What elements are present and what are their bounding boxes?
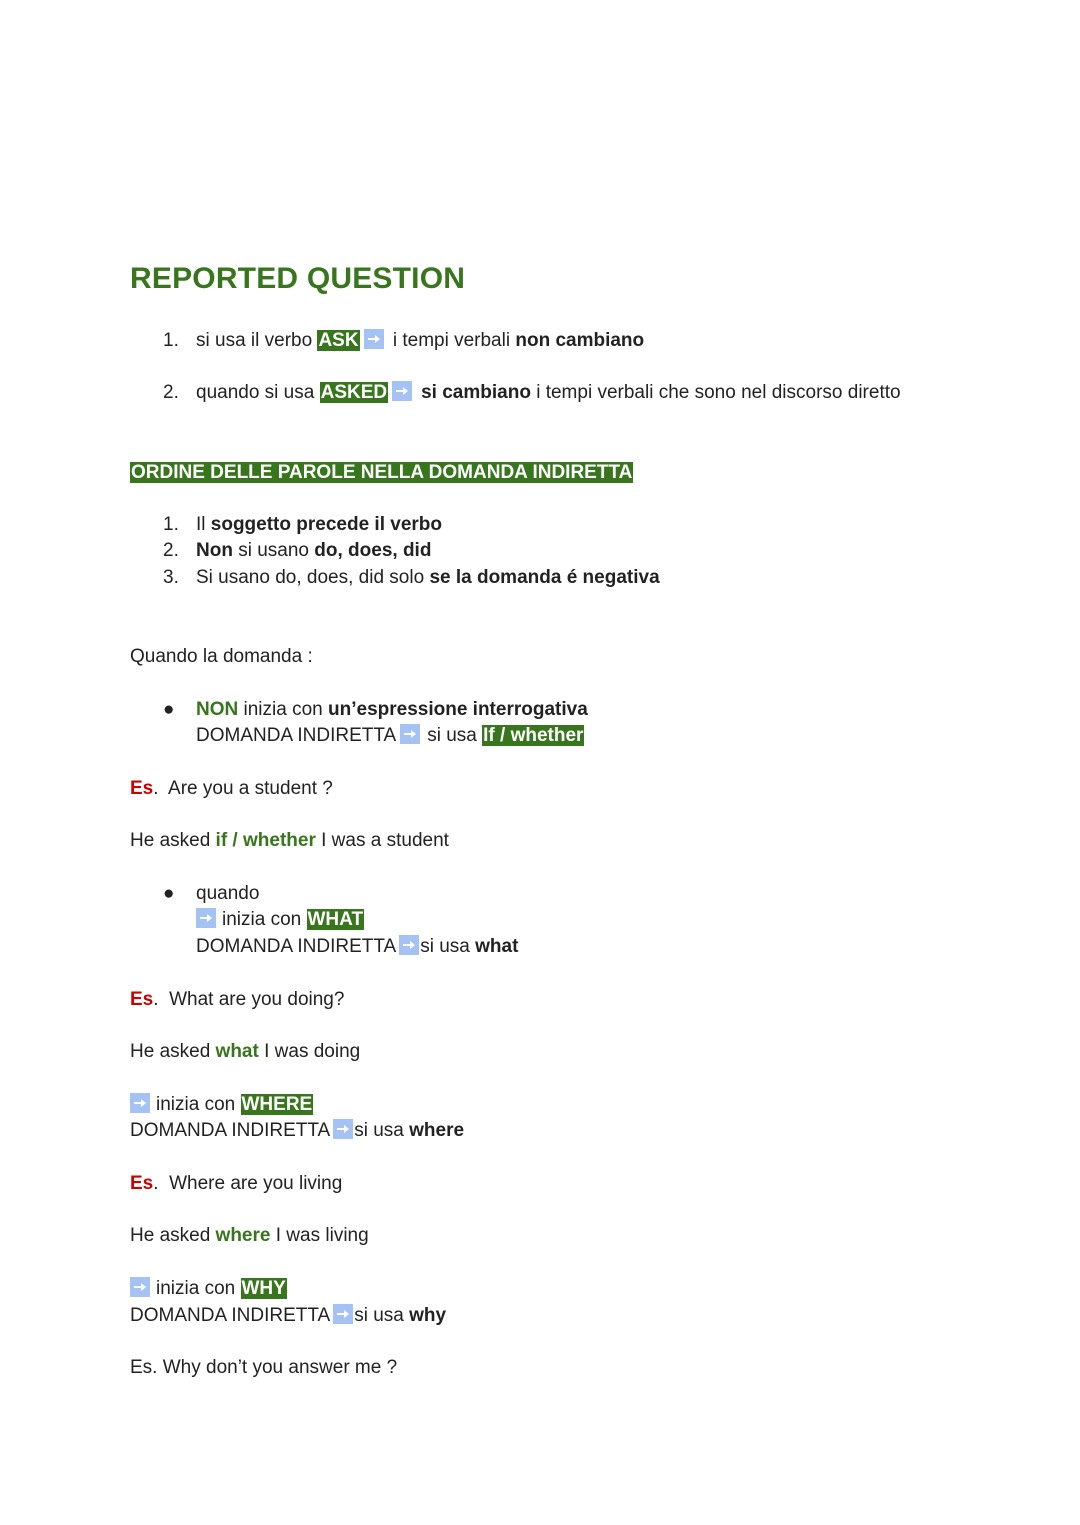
case1-line1 [163,698,588,722]
answer-text: I was a student [315,830,449,851]
list-number: 1. [163,514,179,535]
case3-line2 [130,1119,464,1143]
order-item-2 [163,539,431,563]
case-text: si usa [354,1305,410,1326]
answer-text: I was living [270,1225,369,1246]
arrow-right-icon [400,724,420,744]
bullet-icon: ● [163,699,175,720]
example-question: Where are you living [169,1173,343,1194]
case2-line2 [196,908,364,932]
highlight-what: WHAT [307,909,364,930]
case4-line2 [130,1304,446,1328]
case-text: si usa [420,936,476,957]
case2-line3 [196,935,518,959]
case-text: DOMANDA INDIRETTA [196,936,397,957]
answer-1 [130,829,449,853]
example-dot: . [153,1173,159,1194]
example-1 [130,777,333,801]
arrow-right-icon [399,935,419,955]
example-question: Are you a student ? [168,778,333,799]
case-bold-text: what [475,936,519,957]
highlight-asked: ASKED [320,382,388,403]
arrow-right-icon [196,908,216,928]
example-2 [130,988,344,1012]
es-label: Es [130,778,154,799]
list-number: 2. [163,540,179,561]
case4-line1 [130,1277,287,1301]
arrow-right-icon [333,1119,353,1139]
es-label: Es [130,989,154,1010]
answer-text: He asked [130,1041,216,1062]
list-number: 1. [163,330,179,351]
order-bold-text: se la domanda é negativa [429,567,660,588]
bullet-icon: ● [163,883,175,904]
rule-item-1 [163,329,644,353]
order-bold-text: Non [196,540,233,561]
order-item-1 [163,513,442,537]
example-3 [130,1172,342,1196]
case1-line2 [196,724,584,748]
arrow-right-icon [333,1304,353,1324]
page-title: REPORTED QUESTION [130,262,466,295]
case-bold-text: where [409,1120,465,1141]
case-text: si usa [354,1120,410,1141]
highlight-ask: ASK [318,330,359,351]
highlight-where: WHERE [241,1094,313,1115]
rule-bold-text: si cambiano [421,382,531,403]
rule-text: i tempi verbali [387,330,516,351]
rule-text: si usa il verbo [196,330,318,351]
arrow-right-icon [392,381,412,401]
green-text: NON [196,699,239,720]
order-text: si usano [232,540,315,561]
case-bold-text: un’espressione interrogativa [328,699,588,720]
case-text: inizia con [222,909,307,930]
rule-text: i tempi verbali che sono nel discorso diretto [530,382,901,403]
case-text: quando [196,883,260,904]
case3-line1 [130,1093,313,1117]
example-dot: . [153,778,159,799]
example-dot: . [153,989,159,1010]
order-bold-text: do, does, did [314,540,432,561]
case-text: inizia con [156,1278,241,1299]
list-number: 2. [163,382,179,403]
order-item-3 [163,566,660,590]
highlight-if-whether: If / whether [483,725,584,746]
order-text: Il [196,514,211,535]
case-text: DOMANDA INDIRETTA [130,1305,331,1326]
green-text: where [215,1225,271,1246]
case-text: inizia con [156,1094,241,1115]
quando-intro: Quando la domanda : [130,646,313,667]
case-bold-text: why [409,1305,447,1326]
example-4: Es. Why don’t you answer me ? [130,1357,398,1378]
rule-text: quando si usa [196,382,320,403]
answer-2 [130,1040,360,1064]
answer-text: I was doing [258,1041,361,1062]
section-heading [130,461,633,485]
order-text: Si usano do, does, did solo [196,567,430,588]
arrow-right-icon [364,329,384,349]
highlight-why: WHY [241,1278,286,1299]
rule-bold-text: non cambiano [515,330,645,351]
list-number: 3. [163,567,179,588]
answer-3 [130,1224,369,1248]
answer-text: He asked [130,1225,216,1246]
answer-text: He asked [130,830,216,851]
section-heading-text: ORDINE DELLE PAROLE NELLA DOMANDA INDIRETTA [131,462,633,483]
green-text: what [215,1041,259,1062]
case-text: DOMANDA INDIRETTA [196,725,397,746]
example-question: What are you doing? [169,989,345,1010]
case-text: inizia con [238,699,329,720]
case2-line1 [163,882,259,906]
arrow-right-icon [130,1277,150,1297]
green-text: if / whether [215,830,316,851]
case-text: si usa [427,725,483,746]
arrow-right-icon [130,1093,150,1113]
rule-item-2 [163,381,901,405]
order-bold-text: soggetto precede il verbo [210,514,443,535]
case-text: DOMANDA INDIRETTA [130,1120,331,1141]
es-label: Es [130,1173,154,1194]
